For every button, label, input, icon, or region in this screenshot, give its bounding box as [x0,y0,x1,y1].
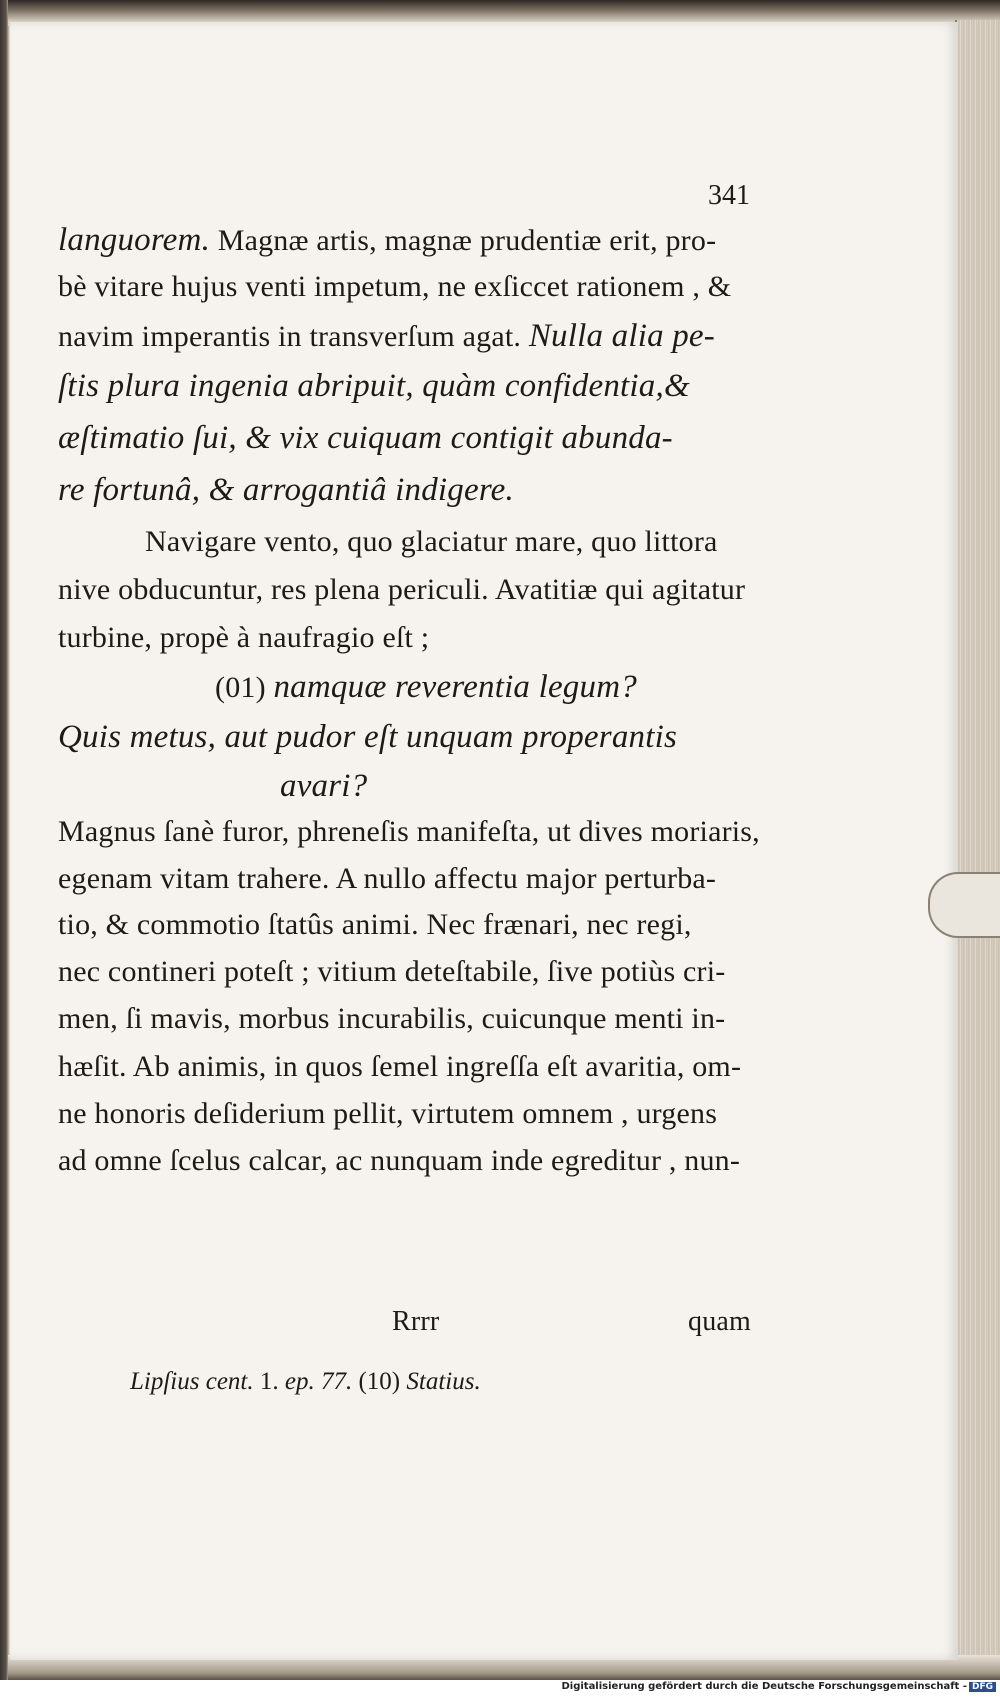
text-line [58,1050,741,1084]
text-line [145,525,718,559]
footnote-century: 1. [259,1368,279,1395]
text-line [58,318,715,355]
text-line [58,420,673,457]
footnote-epistle-number: 77. [320,1368,353,1395]
signature-mark: Rrrr [392,1306,440,1337]
italic-text: languorem. [58,222,211,258]
italic-text: æſtimatio ſui, & vix cuiquam contigit abunda- [58,420,673,456]
text-line [58,573,745,607]
roman-text: turbine, propè à naufragio eſt ; [58,621,430,654]
roman-text: bè vitare hujus venti impetum, ne exſiccet rationem , & [58,270,732,303]
text-line [58,1144,740,1178]
digitization-credit [561,1681,996,1692]
text-line [58,908,692,942]
roman-text: nec contineri poteſt ; vitium deteſtabile, ſive potiùs cri- [58,955,726,988]
text-line [58,368,690,405]
roman-text: ne honoris deſiderium pellit, virtutem omnem , urgens [58,1097,718,1130]
roman-text: men, ſi mavis, morbus incurabilis, cuicunque menti in- [58,1002,726,1035]
dfg-logo: DFG [969,1682,996,1692]
roman-text: nive obducuntur, res plena periculi. Avatitiæ qui agitatur [58,573,746,606]
italic-text: avari? [280,768,368,804]
roman-text: tio, & commotio ſtatûs animi. Nec frænari, nec regi, [58,908,692,941]
book-page-edges [955,20,1000,1675]
page-number: 341 [708,180,750,211]
text-line [58,1002,725,1036]
roman-text: Navigare vento, quo glaciatur mare, quo littora [145,525,718,558]
catchword: quam [688,1306,752,1337]
roman-text: ad omne ſcelus calcar, ac nunquam inde egreditur , nun- [58,1144,741,1177]
text-line [58,1097,717,1131]
italic-text: namquæ reverentia legum? [273,669,637,705]
text-line [58,815,760,849]
italic-text: ſtis plura ingenia abripuit, quàm confidentia,& [58,368,690,404]
credit-text: Digitalisierung gefördert durch die Deutsche Forschungsgemeinschaft - [561,1681,967,1692]
text-line [58,270,731,304]
roman-text: navim imperantis in transverſum agat. [58,320,529,353]
roman-text: Magnæ artis, magnæ prudentiæ erit, pro- [210,224,717,257]
text-line [58,719,677,756]
text-line [58,862,716,896]
footnote-epistle-label: ep. [284,1368,315,1395]
text-line [58,621,429,655]
text-line [215,669,637,706]
footnote-marker: (10) [358,1368,401,1395]
roman-text: hæſit. Ab animis, in quos ſemel ingreſſa eſt avaritia, om- [58,1050,742,1083]
text-line [280,768,367,805]
italic-text: Nulla alia pe- [528,318,715,354]
bookmark-tab [928,872,1000,938]
footnote-author: Lipſius cent. [130,1368,254,1395]
roman-text: (01) [215,671,274,704]
footnote [130,1368,481,1396]
text-line [58,472,514,509]
italic-text: re fortunâ, & arrogantiâ indigere. [58,472,514,508]
text-line [58,955,725,989]
italic-text: Quis metus, aut pudor eſt unquam properantis [58,719,677,755]
roman-text: egenam vitam trahere. A nullo affectu major perturba- [58,862,717,895]
footnote-source: Statius. [406,1368,481,1395]
roman-text: Magnus ſanè furor, phreneſis manifeſta, ut dives moriaris, [58,815,760,848]
text-line [58,222,716,259]
